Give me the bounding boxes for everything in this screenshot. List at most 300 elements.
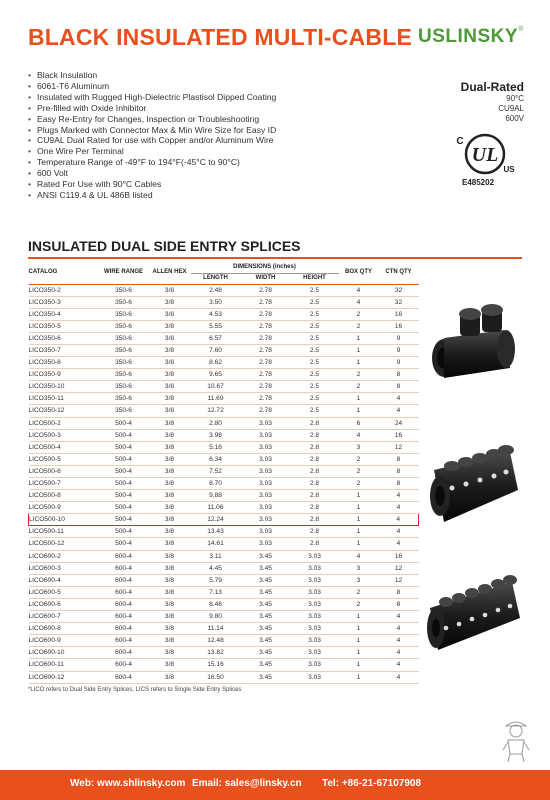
cell-width: 2.78 <box>241 381 291 393</box>
cell-allen-hex: 3/8 <box>149 369 191 381</box>
cell-allen-hex: 3/8 <box>149 417 191 429</box>
section-title: INSULATED DUAL SIDE ENTRY SPLICES <box>28 238 301 254</box>
cell-height: 2.8 <box>291 502 339 514</box>
cell-height: 3.03 <box>291 635 339 647</box>
cell-height: 2.5 <box>291 381 339 393</box>
cell-wire-range: 350-6 <box>99 381 149 393</box>
col-header-height: HEIGHT <box>303 274 326 281</box>
cell-length: 3.11 <box>191 550 241 562</box>
cell-height: 2.5 <box>291 308 339 320</box>
cell-width: 3.45 <box>241 659 291 671</box>
cell-length: 4.45 <box>191 562 241 574</box>
cell-height: 2.5 <box>291 369 339 381</box>
cell-length: 12.72 <box>191 405 241 417</box>
cell-width: 2.78 <box>241 284 291 296</box>
cell-length: 5.16 <box>191 441 241 453</box>
cell-wire-range: 500-4 <box>99 441 149 453</box>
table-row <box>29 623 419 635</box>
cell-width: 2.78 <box>241 405 291 417</box>
cell-width: 3.03 <box>241 417 291 429</box>
col-header-box-qty: BOX QTY <box>345 269 373 275</box>
cell-catalog: LICO500-10 <box>29 514 99 526</box>
feature-item: • 6061-T6 Aluminum <box>28 81 348 92</box>
footer-web-link[interactable]: Web: www.shlinsky.com <box>70 778 186 789</box>
col-header-allen-hex: ALLEN HEX <box>152 269 187 275</box>
col-header-ctn-qty: CTN QTY <box>385 269 412 275</box>
cell-catalog: LICO500-6 <box>29 465 99 477</box>
cell-width: 3.45 <box>241 671 291 683</box>
cell-allen-hex: 3/8 <box>149 308 191 320</box>
cell-length: 7.13 <box>191 586 241 598</box>
col-header-dimensions: DIMENSIONS (inches) <box>191 262 339 273</box>
cell-length: 10.67 <box>191 381 241 393</box>
cell-allen-hex: 3/8 <box>149 647 191 659</box>
rating-line-voltage: 600V <box>505 114 524 123</box>
cell-wire-range: 500-4 <box>99 453 149 465</box>
cell-length: 11.14 <box>191 623 241 635</box>
cell-ctn-qty: 8 <box>379 586 419 598</box>
cell-height: 3.03 <box>291 550 339 562</box>
table-row <box>29 332 419 344</box>
table-row <box>29 562 419 574</box>
cell-allen-hex: 3/8 <box>149 381 191 393</box>
cell-catalog: LICO350-2 <box>29 284 99 296</box>
feature-item: • CU9AL Dual Rated for use with Copper and/or Aluminum Wire <box>28 135 348 146</box>
cell-box-qty: 2 <box>339 586 379 598</box>
cell-width: 2.78 <box>241 369 291 381</box>
cell-allen-hex: 3/8 <box>149 357 191 369</box>
cell-allen-hex: 3/8 <box>149 332 191 344</box>
cell-allen-hex: 3/8 <box>149 598 191 610</box>
cell-ctn-qty: 16 <box>379 429 419 441</box>
cell-box-qty: 1 <box>339 635 379 647</box>
cell-ctn-qty: 8 <box>379 381 419 393</box>
cell-box-qty: 2 <box>339 598 379 610</box>
cell-wire-range: 350-6 <box>99 393 149 405</box>
cell-allen-hex: 3/8 <box>149 490 191 502</box>
cell-box-qty: 4 <box>339 550 379 562</box>
cell-ctn-qty: 9 <box>379 344 419 356</box>
cell-catalog: LICO600-5 <box>29 586 99 598</box>
cell-allen-hex: 3/8 <box>149 514 191 526</box>
cell-catalog: LICO600-6 <box>29 598 99 610</box>
cell-wire-range: 350-6 <box>99 308 149 320</box>
cell-ctn-qty: 8 <box>379 598 419 610</box>
cell-ctn-qty: 16 <box>379 550 419 562</box>
feature-item: • Temperature Range of -49°F to 194°F(-45°C to 90°C) <box>28 157 348 168</box>
cell-width: 3.45 <box>241 647 291 659</box>
cell-length: 13.82 <box>191 647 241 659</box>
ul-c-label: C <box>456 136 464 147</box>
cell-wire-range: 500-4 <box>99 538 149 550</box>
cell-wire-range: 500-4 <box>99 526 149 538</box>
table-row <box>29 550 419 562</box>
col-header-width: WIDTH <box>255 274 276 281</box>
cell-width: 3.03 <box>241 453 291 465</box>
cell-ctn-qty: 9 <box>379 357 419 369</box>
cell-wire-range: 350-6 <box>99 344 149 356</box>
cell-wire-range: 600-4 <box>99 586 149 598</box>
cell-ctn-qty: 4 <box>379 490 419 502</box>
cell-height: 3.03 <box>291 647 339 659</box>
table-row <box>29 635 419 647</box>
contact-footer <box>0 770 550 800</box>
cell-ctn-qty: 16 <box>379 308 419 320</box>
cell-width: 2.78 <box>241 357 291 369</box>
cell-allen-hex: 3/8 <box>149 611 191 623</box>
cell-box-qty: 3 <box>339 441 379 453</box>
cell-ctn-qty: 32 <box>379 296 419 308</box>
cell-catalog: LICO600-11 <box>29 659 99 671</box>
cell-catalog: LICO350-6 <box>29 332 99 344</box>
cell-allen-hex: 3/8 <box>149 405 191 417</box>
mascot-icon <box>500 716 532 764</box>
cell-height: 2.5 <box>291 296 339 308</box>
cell-ctn-qty: 16 <box>379 320 419 332</box>
cell-width: 2.78 <box>241 320 291 332</box>
cell-box-qty: 4 <box>339 429 379 441</box>
table-row <box>29 490 419 502</box>
cell-box-qty: 4 <box>339 284 379 296</box>
cell-height: 2.8 <box>291 441 339 453</box>
cell-ctn-qty: 4 <box>379 671 419 683</box>
cell-ctn-qty: 8 <box>379 453 419 465</box>
cell-length: 2.80 <box>191 417 241 429</box>
cell-height: 3.03 <box>291 623 339 635</box>
cell-box-qty: 1 <box>339 490 379 502</box>
cell-box-qty: 2 <box>339 369 379 381</box>
cell-catalog: LICO500-12 <box>29 538 99 550</box>
cell-allen-hex: 3/8 <box>149 453 191 465</box>
cell-width: 2.78 <box>241 344 291 356</box>
cell-length: 8.62 <box>191 357 241 369</box>
rating-line-temp: 90°C <box>506 94 524 103</box>
cell-catalog: LICO500-5 <box>29 453 99 465</box>
cell-width: 3.03 <box>241 514 291 526</box>
cell-box-qty: 2 <box>339 465 379 477</box>
cell-catalog: LICO350-7 <box>29 344 99 356</box>
col-header-length: LENGTH <box>203 274 228 281</box>
feature-item: • One Wire Per Terminal <box>28 146 348 157</box>
cell-allen-hex: 3/8 <box>149 320 191 332</box>
cell-length: 12.24 <box>191 514 241 526</box>
table-row <box>29 538 419 550</box>
cell-allen-hex: 3/8 <box>149 574 191 586</box>
cell-ctn-qty: 4 <box>379 502 419 514</box>
cell-allen-hex: 3/8 <box>149 538 191 550</box>
cell-ctn-qty: 12 <box>379 562 419 574</box>
table-row <box>29 369 419 381</box>
cell-ctn-qty: 32 <box>379 284 419 296</box>
cell-wire-range: 600-4 <box>99 659 149 671</box>
cell-box-qty: 1 <box>339 357 379 369</box>
cell-length: 14.61 <box>191 538 241 550</box>
cell-ctn-qty: 24 <box>379 417 419 429</box>
footer-email-link[interactable]: Email: sales@linsky.cn <box>192 778 302 789</box>
cell-height: 2.8 <box>291 514 339 526</box>
feature-item: • Insulated with Rugged High-Dielectric Plastisol Dipped Coating <box>28 92 348 103</box>
cell-box-qty: 3 <box>339 574 379 586</box>
cell-box-qty: 2 <box>339 320 379 332</box>
cell-length: 8.70 <box>191 478 241 490</box>
spec-table <box>28 262 419 684</box>
cell-catalog: LICO600-4 <box>29 574 99 586</box>
cell-height: 3.03 <box>291 586 339 598</box>
cell-wire-range: 500-4 <box>99 417 149 429</box>
cell-ctn-qty: 4 <box>379 635 419 647</box>
cell-length: 11.69 <box>191 393 241 405</box>
cell-ctn-qty: 4 <box>379 393 419 405</box>
table-row <box>29 611 419 623</box>
cell-width: 3.03 <box>241 502 291 514</box>
cell-wire-range: 600-4 <box>99 574 149 586</box>
cell-ctn-qty: 12 <box>379 441 419 453</box>
cell-width: 3.45 <box>241 586 291 598</box>
cell-length: 5.55 <box>191 320 241 332</box>
cell-wire-range: 350-6 <box>99 320 149 332</box>
cell-box-qty: 1 <box>339 659 379 671</box>
cell-catalog: LICO500-8 <box>29 490 99 502</box>
ul-listed-mark-icon <box>454 128 516 180</box>
cell-allen-hex: 3/8 <box>149 465 191 477</box>
cell-length: 15.16 <box>191 659 241 671</box>
feature-item: • ANSI C119.4 & UL 486B listed <box>28 190 348 201</box>
cell-height: 2.5 <box>291 393 339 405</box>
cell-catalog: LICO350-9 <box>29 369 99 381</box>
cell-wire-range: 500-4 <box>99 478 149 490</box>
cell-wire-range: 500-4 <box>99 465 149 477</box>
cell-catalog: LICO500-2 <box>29 417 99 429</box>
rating-line-material: CU9AL <box>498 104 524 113</box>
cell-catalog: LICO600-10 <box>29 647 99 659</box>
cell-wire-range: 350-6 <box>99 296 149 308</box>
cell-catalog: LICO600-2 <box>29 550 99 562</box>
cell-wire-range: 600-4 <box>99 550 149 562</box>
cell-width: 2.78 <box>241 393 291 405</box>
cell-height: 2.5 <box>291 405 339 417</box>
rating-block <box>461 80 524 124</box>
cell-allen-hex: 3/8 <box>149 393 191 405</box>
cell-height: 2.8 <box>291 453 339 465</box>
cell-width: 3.03 <box>241 429 291 441</box>
feature-item: • Rated For Use with 90°C Cables <box>28 179 348 190</box>
table-row <box>29 357 419 369</box>
cell-catalog: LICO350-4 <box>29 308 99 320</box>
cell-wire-range: 600-4 <box>99 623 149 635</box>
cell-width: 3.03 <box>241 538 291 550</box>
cell-width: 3.45 <box>241 635 291 647</box>
cell-width: 2.78 <box>241 332 291 344</box>
cell-wire-range: 350-6 <box>99 332 149 344</box>
cell-catalog: LICO600-8 <box>29 623 99 635</box>
cell-allen-hex: 3/8 <box>149 344 191 356</box>
cell-box-qty: 1 <box>339 344 379 356</box>
cell-allen-hex: 3/8 <box>149 659 191 671</box>
cell-height: 2.5 <box>291 344 339 356</box>
cell-box-qty: 2 <box>339 478 379 490</box>
cell-length: 2.48 <box>191 284 241 296</box>
cell-box-qty: 2 <box>339 453 379 465</box>
cell-box-qty: 1 <box>339 502 379 514</box>
page-title: BLACK INSULATED MULTI-CABLE <box>28 24 413 50</box>
cell-allen-hex: 3/8 <box>149 635 191 647</box>
table-group-500 <box>29 417 419 550</box>
cell-height: 2.8 <box>291 429 339 441</box>
cell-length: 16.50 <box>191 671 241 683</box>
table-row <box>29 381 419 393</box>
table-row <box>29 586 419 598</box>
footer-phone: Tel: +86-21-67107908 <box>322 778 422 789</box>
cell-ctn-qty: 4 <box>379 623 419 635</box>
table-row <box>29 659 419 671</box>
cell-height: 2.5 <box>291 357 339 369</box>
cell-allen-hex: 3/8 <box>149 478 191 490</box>
cell-ctn-qty: 12 <box>379 574 419 586</box>
table-footnote: *LICO refers to Dual Side Entry Splices, LICS refers to Single Side Entry Splices <box>28 687 242 693</box>
cell-catalog: LICO600-9 <box>29 635 99 647</box>
cell-width: 3.45 <box>241 550 291 562</box>
cell-catalog: LICO350-12 <box>29 405 99 417</box>
table-row <box>29 574 419 586</box>
table-row <box>29 598 419 610</box>
feature-item: • Plugs Marked with Connector Max & Min Wire Size for Easy ID <box>28 125 348 136</box>
cell-allen-hex: 3/8 <box>149 296 191 308</box>
cell-allen-hex: 3/8 <box>149 284 191 296</box>
table-row <box>29 405 419 417</box>
cell-allen-hex: 3/8 <box>149 586 191 598</box>
cell-catalog: LICO350-8 <box>29 357 99 369</box>
cell-box-qty: 1 <box>339 671 379 683</box>
cell-allen-hex: 3/8 <box>149 671 191 683</box>
cell-box-qty: 1 <box>339 514 379 526</box>
table-row <box>29 514 419 526</box>
cell-width: 3.45 <box>241 574 291 586</box>
splice-5-port-image <box>424 430 524 530</box>
cell-box-qty: 2 <box>339 381 379 393</box>
table-row <box>29 478 419 490</box>
cell-allen-hex: 3/8 <box>149 429 191 441</box>
cell-length: 9.80 <box>191 611 241 623</box>
cell-length: 4.53 <box>191 308 241 320</box>
cell-catalog: LICO500-9 <box>29 502 99 514</box>
cell-ctn-qty: 8 <box>379 478 419 490</box>
cell-length: 12.48 <box>191 635 241 647</box>
cell-box-qty: 2 <box>339 308 379 320</box>
cell-wire-range: 600-4 <box>99 647 149 659</box>
cell-length: 9.65 <box>191 369 241 381</box>
col-header-wire-range: WIRE RANGE <box>104 269 143 275</box>
cell-width: 3.03 <box>241 526 291 538</box>
table-row <box>29 465 419 477</box>
table-row <box>29 344 419 356</box>
col-header-catalog: CATALOG <box>28 269 58 275</box>
cell-wire-range: 600-4 <box>99 562 149 574</box>
cell-height: 3.03 <box>291 562 339 574</box>
cell-box-qty: 4 <box>339 296 379 308</box>
cell-wire-range: 350-6 <box>99 284 149 296</box>
cell-length: 11.06 <box>191 502 241 514</box>
cell-catalog: LICO500-4 <box>29 441 99 453</box>
table-row <box>29 526 419 538</box>
feature-item: • Easy Re-Entry for Changes, Inspection or Troubleshooting <box>28 114 348 125</box>
cell-ctn-qty: 4 <box>379 647 419 659</box>
cell-allen-hex: 3/8 <box>149 441 191 453</box>
table-row <box>29 284 419 296</box>
cell-ctn-qty: 4 <box>379 538 419 550</box>
table-row <box>29 671 419 683</box>
cell-wire-range: 500-4 <box>99 502 149 514</box>
cell-box-qty: 6 <box>339 417 379 429</box>
cell-ctn-qty: 9 <box>379 332 419 344</box>
cell-ctn-qty: 4 <box>379 405 419 417</box>
cell-box-qty: 1 <box>339 393 379 405</box>
cell-wire-range: 350-6 <box>99 405 149 417</box>
table-row <box>29 429 419 441</box>
cell-wire-range: 500-4 <box>99 514 149 526</box>
table-row <box>29 417 419 429</box>
cell-wire-range: 350-6 <box>99 369 149 381</box>
cell-ctn-qty: 4 <box>379 526 419 538</box>
cell-catalog: LICO600-12 <box>29 671 99 683</box>
table-row <box>29 647 419 659</box>
cell-width: 3.03 <box>241 465 291 477</box>
cell-box-qty: 1 <box>339 538 379 550</box>
cell-box-qty: 1 <box>339 647 379 659</box>
cell-height: 3.03 <box>291 659 339 671</box>
cell-allen-hex: 3/8 <box>149 502 191 514</box>
cell-catalog: LICO600-3 <box>29 562 99 574</box>
cell-allen-hex: 3/8 <box>149 550 191 562</box>
cell-height: 2.8 <box>291 417 339 429</box>
cell-allen-hex: 3/8 <box>149 562 191 574</box>
cell-height: 3.03 <box>291 611 339 623</box>
cell-height: 2.8 <box>291 538 339 550</box>
cell-ctn-qty: 8 <box>379 369 419 381</box>
cell-wire-range: 600-4 <box>99 671 149 683</box>
cell-length: 3.98 <box>191 429 241 441</box>
feature-item: • Black Insulation <box>28 70 348 81</box>
cell-length: 5.79 <box>191 574 241 586</box>
cell-length: 7.60 <box>191 344 241 356</box>
cell-catalog: LICO500-3 <box>29 429 99 441</box>
cell-width: 3.45 <box>241 623 291 635</box>
cell-ctn-qty: 4 <box>379 611 419 623</box>
cell-catalog: LICO350-11 <box>29 393 99 405</box>
cell-height: 2.5 <box>291 320 339 332</box>
table-group-600 <box>29 550 419 683</box>
table-row <box>29 308 419 320</box>
cell-length: 8.46 <box>191 598 241 610</box>
brand-logo: USLINSKY® <box>418 26 524 47</box>
cell-box-qty: 3 <box>339 562 379 574</box>
cell-height: 2.8 <box>291 478 339 490</box>
cell-height: 2.8 <box>291 526 339 538</box>
cell-width: 2.78 <box>241 296 291 308</box>
section-divider <box>28 257 522 259</box>
cell-length: 6.57 <box>191 332 241 344</box>
cell-ctn-qty: 4 <box>379 659 419 671</box>
cell-box-qty: 1 <box>339 623 379 635</box>
cell-wire-range: 600-4 <box>99 635 149 647</box>
ul-us-label: US <box>503 165 515 174</box>
feature-item: • Pre-filled with Oxide Inhibitor <box>28 103 348 114</box>
cell-length: 7.52 <box>191 465 241 477</box>
table-row <box>29 502 419 514</box>
table-group-350 <box>29 284 419 417</box>
cell-length: 13.43 <box>191 526 241 538</box>
cell-width: 3.45 <box>241 598 291 610</box>
cell-width: 3.45 <box>241 562 291 574</box>
